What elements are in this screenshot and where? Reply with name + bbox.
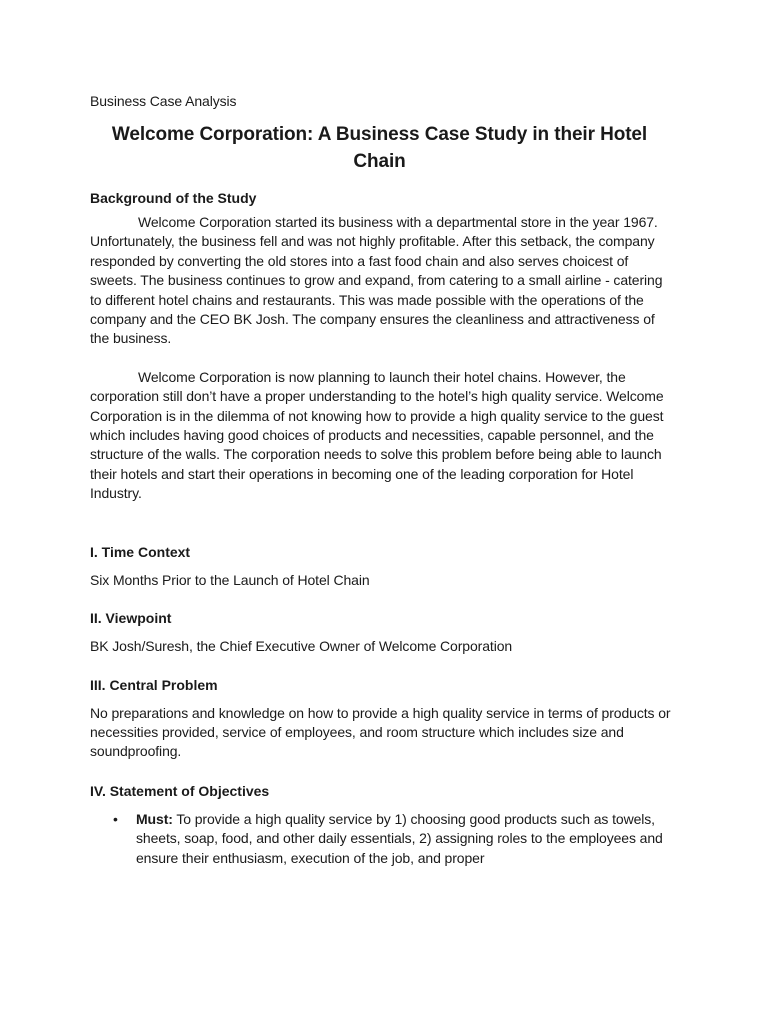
bullet-icon: •: [113, 810, 118, 827]
objective-item: [90, 810, 675, 868]
document-label: Business Case Analysis: [90, 93, 237, 109]
viewpoint-text: BK Josh/Suresh, the Chief Executive Owner of Welcome Corporation: [90, 638, 513, 655]
time-context-text: Six Months Prior to the Launch of Hotel Chain: [90, 571, 370, 588]
objectives-heading: IV. Statement of Objectives: [90, 782, 270, 799]
background-paragraph-1: Welcome Corporation started its business with a departmental store in the year 1967. Unfortunately, the business fell and was not highly profitable. After this setback, the company responded by converting the old stores into a fast food chain and also serves choicest of sweets. The business continues to grow and expand, from catering to a small airline - catering to different hotel chains and restaurants. This was made possible with the operations of the company and the CEO BK Josh. The company ensures the cleanliness and attractiveness of the business.: [90, 214, 663, 347]
central-problem-text: No preparations and knowledge on how to provide a high quality service in terms of products or necessities provided, service of employees, and room structure which includes size and soundproofing.: [90, 704, 671, 760]
document-page: [90, 91, 675, 868]
background-paragraph-2: Welcome Corporation is now planning to launch their hotel chains. However, the corporation still don’t have a proper understanding to the hotel’s high quality service. Welcome Corporation is in the dilemma of not knowing how to provide a high quality service to the guest which includes having good choices of products and necessities, capable personnel, and the structure of the walls. The corporation needs to solve this problem before being able to launch their hotels and start their operations in becoming one of the leading corporation for Hotel Industry.: [90, 368, 664, 502]
background-heading: Background of the Study: [90, 190, 257, 206]
objective-label: Must:: [136, 810, 173, 827]
objectives-list: [90, 810, 675, 868]
objective-text: To provide a high quality service by 1) choosing good products such as towels, sheets, soap, food, and other daily essentials, 2) assigning roles to the employees and ensure their enthusiasm, execution of the job, and proper: [136, 810, 663, 866]
viewpoint-heading: II. Viewpoint: [90, 610, 172, 627]
document-title: Welcome Corporation: A Business Case Study in their Hotel Chain: [111, 124, 648, 172]
time-context-heading: I. Time Context: [90, 543, 191, 560]
central-problem-heading: III. Central Problem: [90, 676, 218, 693]
